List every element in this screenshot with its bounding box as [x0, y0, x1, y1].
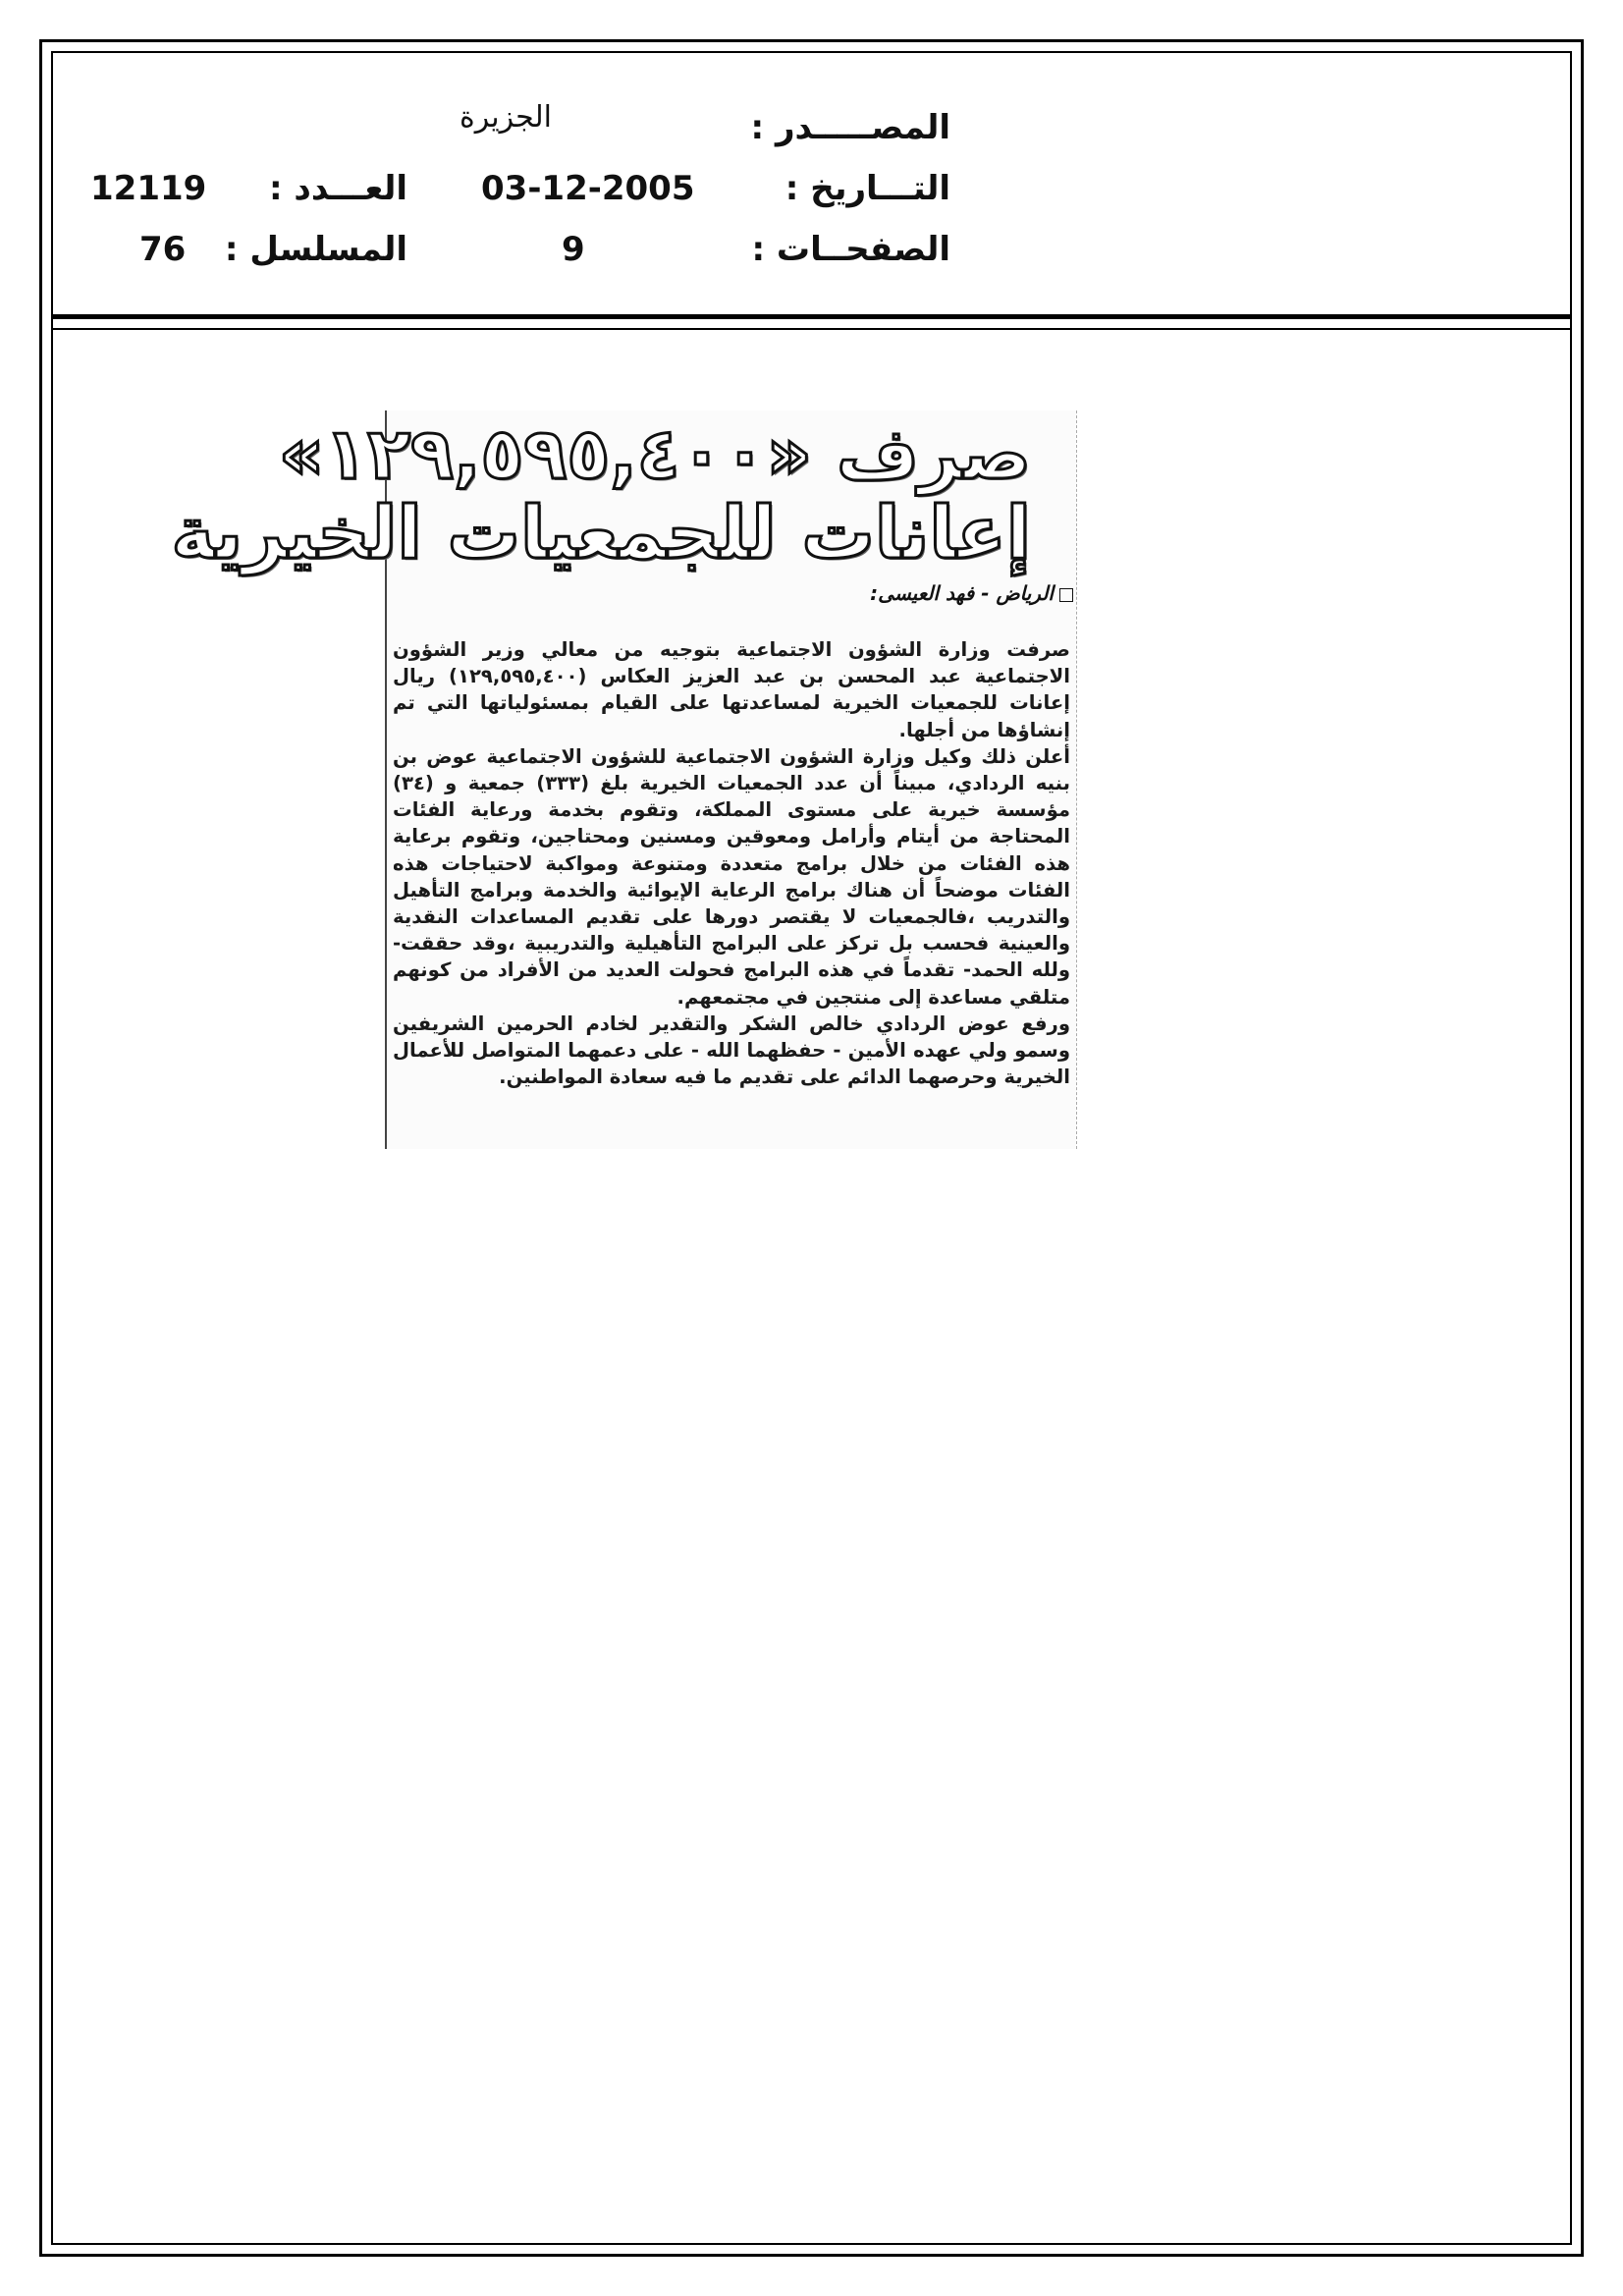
source-value: الجزيرة [460, 100, 553, 135]
article-paragraph: صرفت وزارة الشؤون الاجتماعية بتوجيه من معالي وزير الشؤون الاجتماعية عبد المحسن بن عبد العزيز العكاس (١٢٩,٥٩٥,٤٠٠) ريال إعانات للجمعيات الخيرية لمساعدتها على القيام بمسئولياتها التي تم إنشاؤها من أجلها. [393, 638, 1070, 741]
serial-value: 76 [139, 230, 187, 269]
source-label: المصـــــدر : [750, 108, 950, 147]
pages-label: الصفحــات : [751, 230, 950, 269]
article-paragraph: أعلن ذلك وكيل وزارة الشؤون الاجتماعية للشؤون الاجتماعية عوض بن بنيه الردادي، مبيناً أن عدد الجمعيات الخيرية بلغ (٣٣٣) جمعية و (٣٤) مؤسسة خيرية على مستوى المملكة، وتقوم بخدمة ورعاية الفئات المحتاجة من أيتام وأرامل ومعوقين ومسنين ومحتاجين، وتقوم برعاية هذه الفئات من خلال برامج متعددة ومتنوعة ومواكبة لاحتياجات هذه الفئات موضحاً أن هناك برامج الرعاية الإيوائية والخدمة وبرامج التأهيل والتدريب ،فالجمعيات لا يقتصر دورها على تقديم المساعدات النقدية والعينية فحسب بل تركز على البرامج التأهيلية والتدريبية ،وقد حققت- ولله الحمد- تقدماً في هذه البرامج فحولت العديد من الأفراد من كونهم متلقي مساعدة إلى منتجين في مجتمعهم. [393, 744, 1070, 1009]
headline-line2: إعانات للجمعيات الخيرية [171, 491, 1031, 575]
clipping-right-edge [1076, 410, 1077, 1149]
headline-line1: صرف «١٢٩,٥٩٥,٤٠٠» [278, 412, 1031, 495]
header-divider-thick [51, 314, 1572, 319]
article-paragraph: ورفع عوض الردادي خالص الشكر والتقدير لخادم الحرمين الشريفين وسمو ولي عهده الأمين - حفظهما الله - على دعمهما المتواصل للأعمال الخيرية وحرصهما الدائم على تقديم ما فيه سعادة المواطنين. [393, 1011, 1070, 1089]
date-value: 03-12-2005 [481, 169, 695, 208]
serial-label: المسلسل : [224, 230, 407, 269]
byline-text: الرياض - فهد العيسى: [870, 581, 1054, 605]
article-body [393, 636, 1070, 1090]
date-label: التـــاريخ : [784, 169, 950, 208]
issue-label: العـــدد : [269, 169, 407, 208]
header-divider-thin [51, 328, 1572, 330]
square-bullet-icon [1059, 588, 1073, 602]
byline [870, 581, 1073, 605]
pages-value: 9 [562, 230, 585, 269]
issue-value: 12119 [90, 169, 207, 208]
